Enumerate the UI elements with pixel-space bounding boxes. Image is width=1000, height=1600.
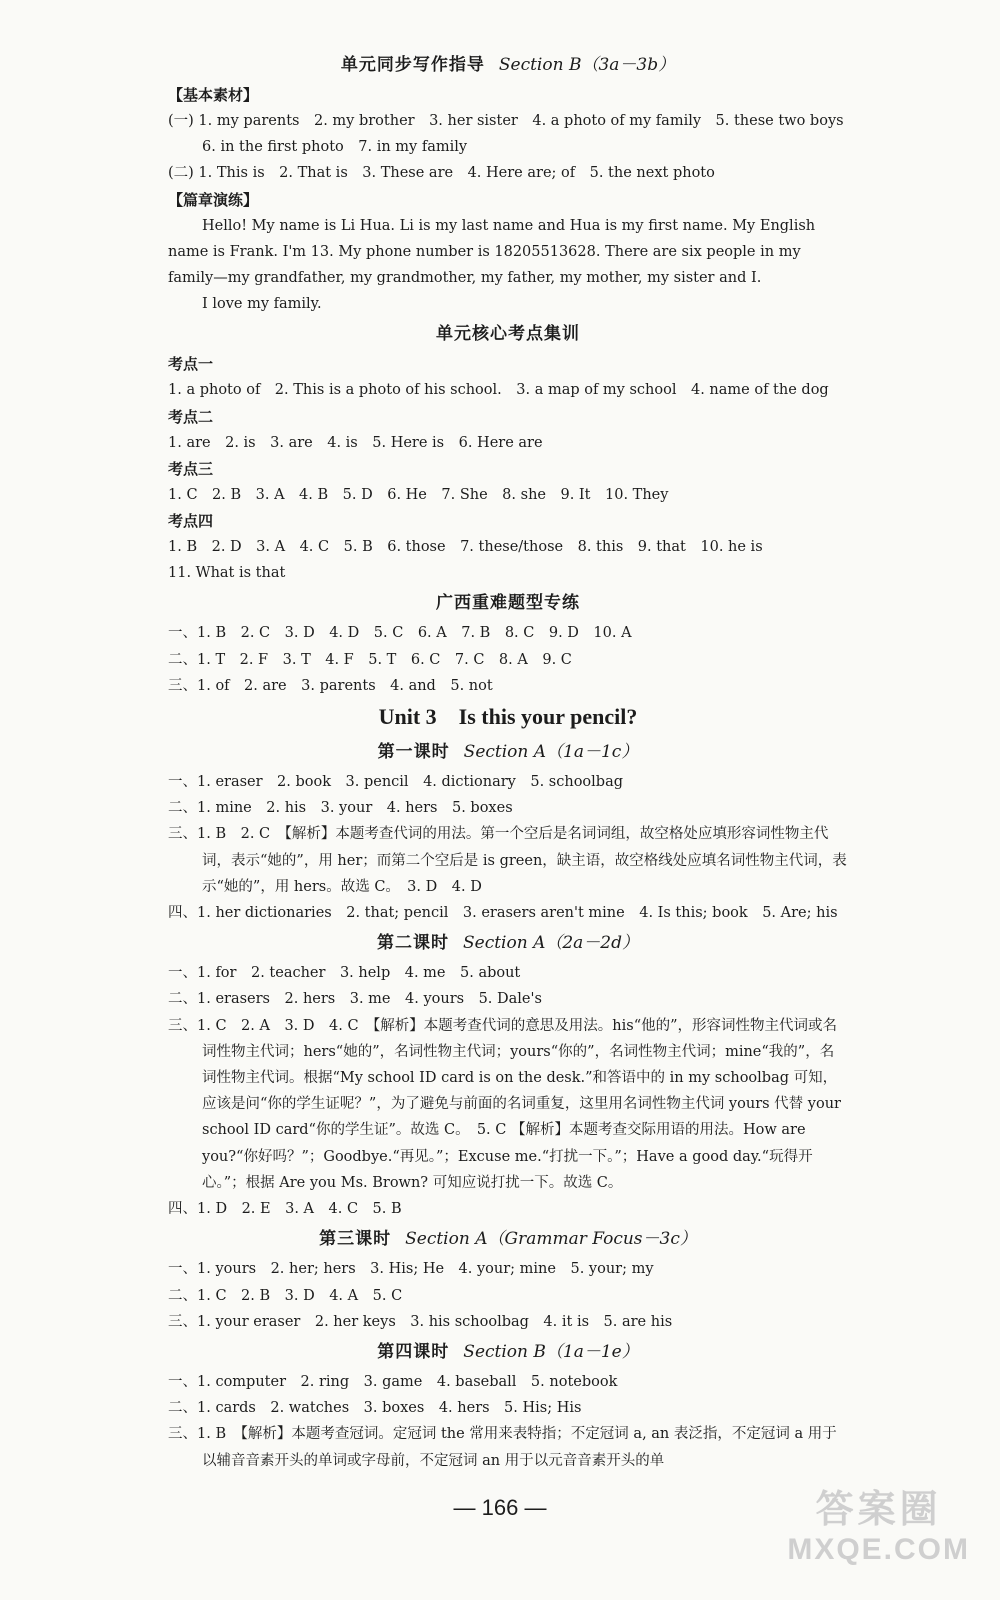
subsection-tag: 考点四 bbox=[168, 512, 214, 531]
answer-line: 11. What is that bbox=[168, 565, 286, 582]
heading-section: Section A（2a－2d） bbox=[462, 933, 639, 954]
section-heading bbox=[168, 586, 848, 620]
subsection-tag: 【基本素材】 bbox=[168, 86, 259, 104]
answer-line: 二、1. mine 2. his 3. your 4. hers 5. boxes bbox=[168, 800, 513, 817]
section-heading bbox=[168, 1335, 848, 1369]
heading-title: 第四课时 bbox=[377, 1341, 450, 1362]
answer-line: 二、1. cards 2. watches 3. boxes 4. hers 5. His; His bbox=[168, 1400, 582, 1417]
answer-page bbox=[168, 48, 848, 1474]
answer-line: 一、1. for 2. teacher 3. help 4. me 5. about bbox=[168, 965, 521, 982]
answer-line: 一、1. B 2. C 3. D 4. D 5. C 6. A 7. B 8. C 9. D 10. A bbox=[168, 625, 632, 642]
answer-line: 四、1. D 2. E 3. A 4. C 5. B bbox=[168, 1201, 402, 1218]
section-heading bbox=[168, 926, 848, 960]
section-heading bbox=[168, 735, 848, 769]
section-heading bbox=[168, 48, 848, 82]
answer-line: (二) 1. This is 2. That is 3. These are 4. Here are; of 5. the next photo bbox=[168, 165, 715, 182]
answer-line: 三、1. your eraser 2. her keys 3. his schoolbag 4. it is 5. are his bbox=[168, 1313, 673, 1330]
watermark-url: MXQE.COM bbox=[787, 1533, 970, 1566]
answer-line: 三、1. of 2. are 3. parents 4. and 5. not bbox=[168, 677, 493, 694]
watermark-brand: 答案圈 bbox=[815, 1489, 942, 1531]
subsection-tag: 考点二 bbox=[168, 407, 214, 426]
subsection-tag: 【篇章演练】 bbox=[168, 190, 259, 209]
heading-title: 单元核心考点集训 bbox=[436, 324, 580, 345]
heading-title: 第一课时 bbox=[377, 742, 450, 763]
answer-line: 1. a photo of 2. This is a photo of his school. 3. a map of my school 4. name of the dog bbox=[168, 382, 829, 399]
subsection-tag: 考点一 bbox=[168, 355, 214, 374]
heading-section: Section A（1a－1c） bbox=[463, 742, 639, 763]
answer-line: 二、1. T 2. F 3. T 4. F 5. T 6. C 7. C 8. A 9. C bbox=[168, 651, 572, 668]
essay-paragraph: I love my family. bbox=[202, 296, 322, 313]
unit-title: Unit 3 Is this your pencil? bbox=[378, 704, 638, 730]
answer-line: 1. are 2. is 3. are 4. is 5. Here is 6. Here are bbox=[168, 434, 543, 451]
heading-title: 单元同步写作指导 bbox=[340, 55, 485, 75]
subsection-tag: 考点三 bbox=[168, 459, 214, 478]
heading-title: 第三课时 bbox=[319, 1229, 392, 1250]
answer-line: (一) 1. my parents 2. my brother 3. her sister 4. a photo of my family 5. these two boys bbox=[168, 113, 844, 129]
answer-line: 四、1. her dictionaries 2. that; pencil 3. erasers aren't mine 4. Is this; book 5. Are; his bbox=[168, 905, 838, 922]
section-heading bbox=[168, 317, 848, 351]
answer-explanation: 三、1. B 2. C 【解析】本题考查代词的用法。第一个空后是名词词组，故空格处应填形容词性物主代词，表示“她的”，用 her；而第二个空后是 is green，缺主语，故空格线处应填名词性物主代词，表示“她的”，用 hers。故选 C。 3. D 4. D bbox=[168, 826, 847, 895]
answer-line: 二、1. erasers 2. hers 3. me 4. yours 5. Dale's bbox=[168, 991, 542, 1008]
heading-title: 广西重难题型专练 bbox=[436, 593, 580, 614]
answer-line: 一、1. eraser 2. book 3. pencil 4. dictionary 5. schoolbag bbox=[168, 774, 624, 791]
answer-explanation: 三、1. B 【解析】本题考查冠词。定冠词 the 常用来表特指；不定冠词 a, an 表泛指，不定冠词 a 用于以辅音音素开头的单词或字母前，不定冠词 an 用于以元音音素开头的单 bbox=[168, 1426, 837, 1469]
answer-explanation: 三、1. C 2. A 3. D 4. C 【解析】本题考查代词的意思及用法。his“他的”，形容词性物主代词或名词性物主代词；hers“她的”，名词性物主代词；yours“你的”，名词性物主代词；mine“我的”，名词性物主代词。根据“My school ID card is on the desk.”和答语中的 in my schoolbag 可知，应该是问“你的学生证呢？”，为了避免与前面的名词重复，这里用名词性物主代词 yours 代替 your school ID card“你的学生证”。故选 C。 5. C 【解析】本题考查交际用语的用法。How are you?“你好吗？”；Goodbye.“再见。”；Excuse me.“打扰一下。”；Have a good day.“玩得开心。”；根据 Are you Ms. Brown? 可知应说打扰一下。故选 C。 bbox=[168, 1017, 841, 1191]
essay-paragraph: Hello! My name is Li Hua. Li is my last name and Hua is my first name. My English name is Frank. I'm 13. My phone number is 18205513628. There are six people in my family—my grandfather, my grandmother, my father, my mother, my sister and I. bbox=[168, 217, 816, 287]
heading-section: Section A（Grammar Focus－3c） bbox=[405, 1229, 697, 1250]
heading-title: 第二课时 bbox=[376, 933, 449, 954]
answer-line: 1. B 2. D 3. A 4. C 5. B 6. those 7. these/those 8. this 9. that 10. he is bbox=[168, 539, 763, 556]
site-watermark bbox=[787, 1478, 970, 1567]
heading-section: Section B（3a－3b） bbox=[498, 55, 676, 75]
answer-line: 6. in the first photo 7. in my family bbox=[202, 139, 468, 156]
answer-line: 1. C 2. B 3. A 4. B 5. D 6. He 7. She 8. she 9. It 10. They bbox=[168, 486, 669, 503]
section-heading bbox=[168, 1222, 848, 1256]
heading-section: Section B（1a－1e） bbox=[463, 1341, 639, 1362]
answer-line: 二、1. C 2. B 3. D 4. A 5. C bbox=[168, 1287, 403, 1304]
answer-line: 一、1. yours 2. her; hers 3. His; He 4. your; mine 5. your; my bbox=[168, 1261, 654, 1278]
answer-line: 一、1. computer 2. ring 3. game 4. baseball 5. notebook bbox=[168, 1373, 618, 1390]
page-number: — 166 — bbox=[453, 1495, 547, 1520]
